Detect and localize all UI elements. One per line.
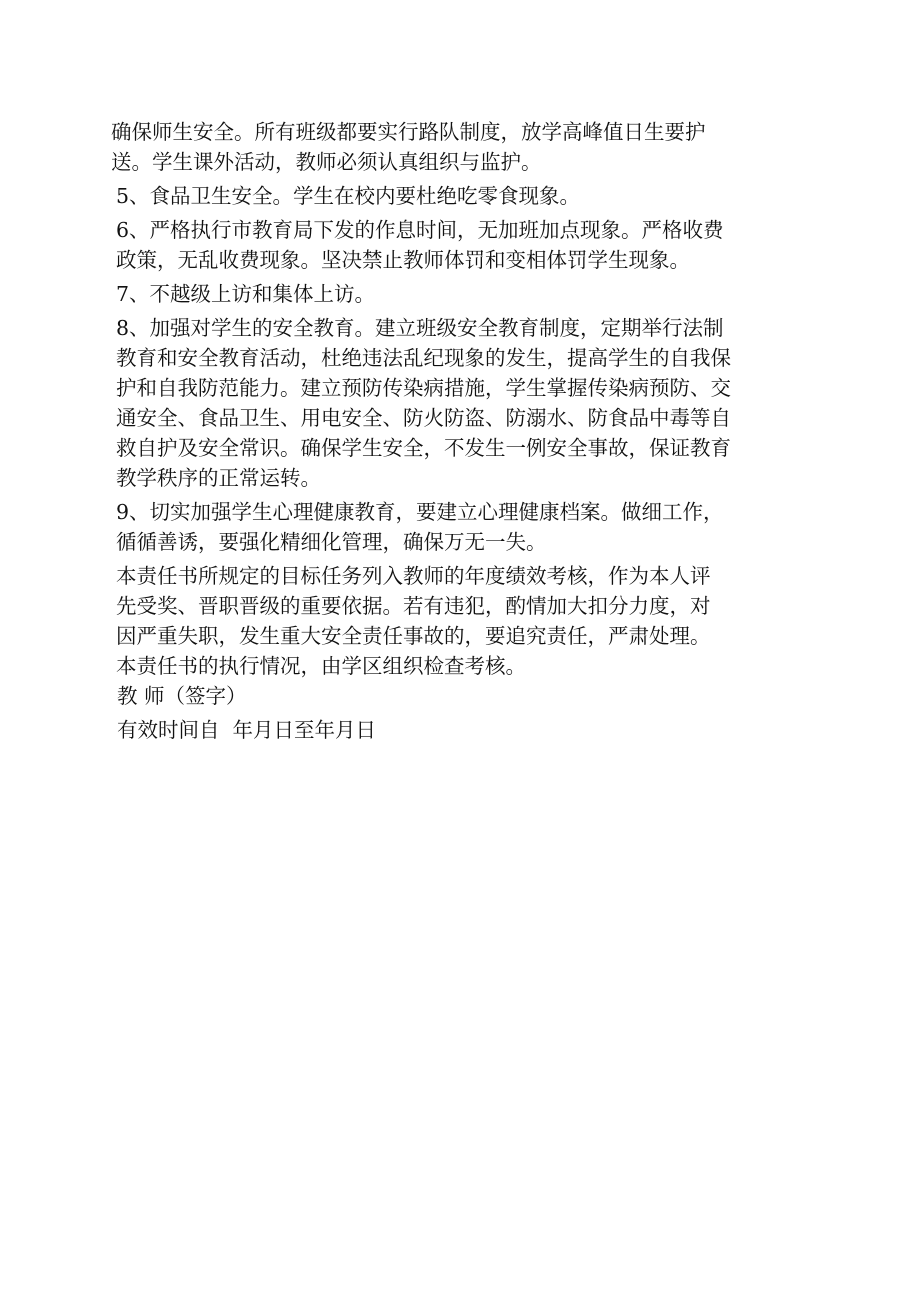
document-page	[111, 117, 761, 745]
text-line: 6、严格执行市教育局下发的作息时间，无加班加点现象。严格收费	[116, 218, 724, 242]
validity-text	[117, 715, 761, 745]
text-line: 先受奖、晋职晋级的重要依据。若有违犯，酌情加大扣分力度，对	[116, 594, 711, 618]
text-line: 教学秩序的正常运转。	[116, 466, 321, 490]
text-line: 救自护及安全常识。确保学生安全，不发生一例安全事故，保证教育	[116, 436, 731, 460]
text-line: 政策，无乱收费现象。坚决禁止教师体罚和变相体罚学生现象。	[116, 248, 690, 272]
text-line: 5、食品卫生安全。学生在校内要杜绝吃零食现象。	[116, 184, 581, 208]
text-line: 因严重失职，发生重大安全责任事故的，要追究责任，严肃处理。	[116, 624, 711, 648]
text-line: 9、切实加强学生心理健康教育，要建立心理健康档案。做细工作，	[116, 500, 724, 524]
signature-line	[111, 681, 761, 711]
paragraph-continuation	[111, 117, 761, 177]
paragraph-item-9	[111, 497, 761, 557]
text-line: 通安全、食品卫生、用电安全、防火防盗、防溺水、防食品中毒等自	[116, 406, 731, 430]
text-line: 护和自我防范能力。建立预防传染病措施，学生掌握传染病预防、交	[116, 376, 731, 400]
text-line: 送。学生课外活动，教师必须认真组织与监护。	[111, 150, 542, 174]
text-line: 循循善诱，要强化精细化管理，确保万无一失。	[116, 530, 547, 554]
paragraph-item-5	[111, 181, 761, 211]
signature-label: 教 师（签字）	[117, 684, 247, 708]
validity-label: 有效时间自	[117, 718, 220, 742]
text-line: 7、不越级上访和集体上访。	[116, 282, 376, 306]
text-line: 确保师生安全。所有班级都要实行路队制度，放学高峰值日生要护	[111, 120, 706, 144]
text-line: 教育和安全教育活动，杜绝违法乱纪现象的发生，提高学生的自我保	[116, 346, 731, 370]
paragraph-item-6	[111, 215, 761, 275]
paragraph-item-8	[111, 313, 761, 493]
text-line: 本责任书所规定的目标任务列入教师的年度绩效考核，作为本人评	[116, 564, 711, 588]
text-line: 8、加强对学生的安全教育。建立班级安全教育制度，定期举行法制	[116, 316, 724, 340]
validity-dates: 年月日至年月日	[232, 718, 377, 742]
validity-line	[111, 715, 761, 745]
text-line: 本责任书的执行情况，由学区组织检查考核。	[116, 654, 526, 678]
paragraph-responsibility	[111, 561, 761, 681]
paragraph-item-7	[111, 279, 761, 309]
